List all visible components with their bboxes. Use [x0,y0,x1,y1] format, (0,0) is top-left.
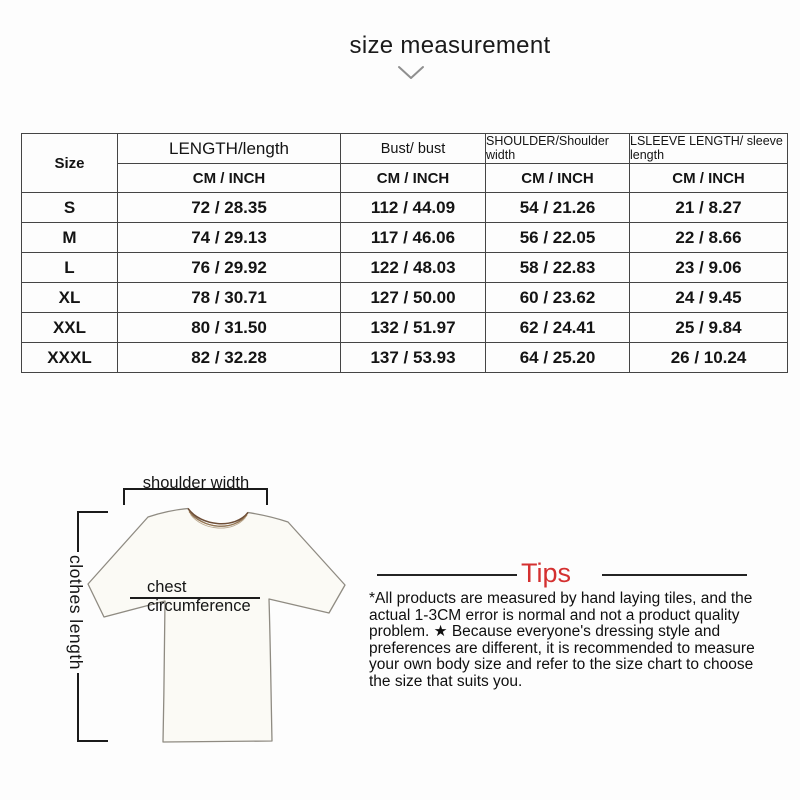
length-cell: 78 / 30.71 [118,283,341,313]
table-row [22,193,788,223]
clothes-length-label: clothes length [65,552,86,673]
shoulder-width-tick-left [123,488,125,505]
clothes-length-tick-bottom [77,740,108,742]
page-title: size measurement [349,32,551,59]
clothes-length-tick-top [77,511,108,513]
table-row [22,223,788,253]
shoulder-width-label: shoulder width [142,474,250,492]
bust-cell: 117 / 46.06 [341,223,486,253]
chest-circumference-label: chest circumference [147,578,251,615]
unit-header-sleeve: CM / INCH [630,164,788,193]
table-row [22,253,788,283]
size-table [21,133,788,373]
size-cell: L [22,253,118,283]
tips-divider-right [602,574,747,576]
sleeve-cell: 21 / 8.27 [630,193,788,223]
tips-divider-left [377,574,517,576]
tips-body-text: *All products are measured by hand laying tiles, and the actual 1-3CM error is normal and not a product quality problem. ★ Because everyone's dressing style and preferences are different, it is recommended to measure your own body size and refer to the size chart to choose the size that suits you. [369,590,755,690]
shoulder-cell: 60 / 23.62 [486,283,630,313]
col-header-shoulder: SHOULDER/Shoulder width [486,134,630,164]
shoulder-cell: 54 / 21.26 [486,193,630,223]
length-cell: 76 / 29.92 [118,253,341,283]
length-cell: 82 / 32.28 [118,343,341,373]
col-header-length: LENGTH/length [118,134,341,164]
unit-header-shoulder: CM / INCH [486,164,630,193]
length-cell: 72 / 28.35 [118,193,341,223]
sleeve-cell: 25 / 9.84 [630,313,788,343]
shoulder-cell: 58 / 22.83 [486,253,630,283]
tshirt-diagram [75,485,355,765]
size-cell: S [22,193,118,223]
length-cell: 80 / 31.50 [118,313,341,343]
length-cell: 74 / 29.13 [118,223,341,253]
table-row [22,343,788,373]
col-header-size: Size [22,134,118,193]
shoulder-width-tick-right [266,488,268,505]
table-row [22,283,788,313]
size-cell: XXL [22,313,118,343]
size-cell: XXXL [22,343,118,373]
shoulder-cell: 62 / 24.41 [486,313,630,343]
tips-title: Tips [520,558,572,588]
size-cell: XL [22,283,118,313]
sleeve-cell: 23 / 9.06 [630,253,788,283]
col-header-bust: Bust/ bust [341,134,486,164]
bust-cell: 137 / 53.93 [341,343,486,373]
unit-header-bust: CM / INCH [341,164,486,193]
unit-header-length: CM / INCH [118,164,341,193]
table-row [22,313,788,343]
sleeve-cell: 22 / 8.66 [630,223,788,253]
sleeve-cell: 26 / 10.24 [630,343,788,373]
bust-cell: 122 / 48.03 [341,253,486,283]
bust-cell: 132 / 51.97 [341,313,486,343]
chevron-down-icon [396,64,426,82]
bust-cell: 127 / 50.00 [341,283,486,313]
bust-cell: 112 / 44.09 [341,193,486,223]
size-cell: M [22,223,118,253]
sleeve-cell: 24 / 9.45 [630,283,788,313]
shoulder-cell: 64 / 25.20 [486,343,630,373]
shoulder-cell: 56 / 22.05 [486,223,630,253]
col-header-sleeve: LSLEEVE LENGTH/ sleeve length [630,134,788,164]
